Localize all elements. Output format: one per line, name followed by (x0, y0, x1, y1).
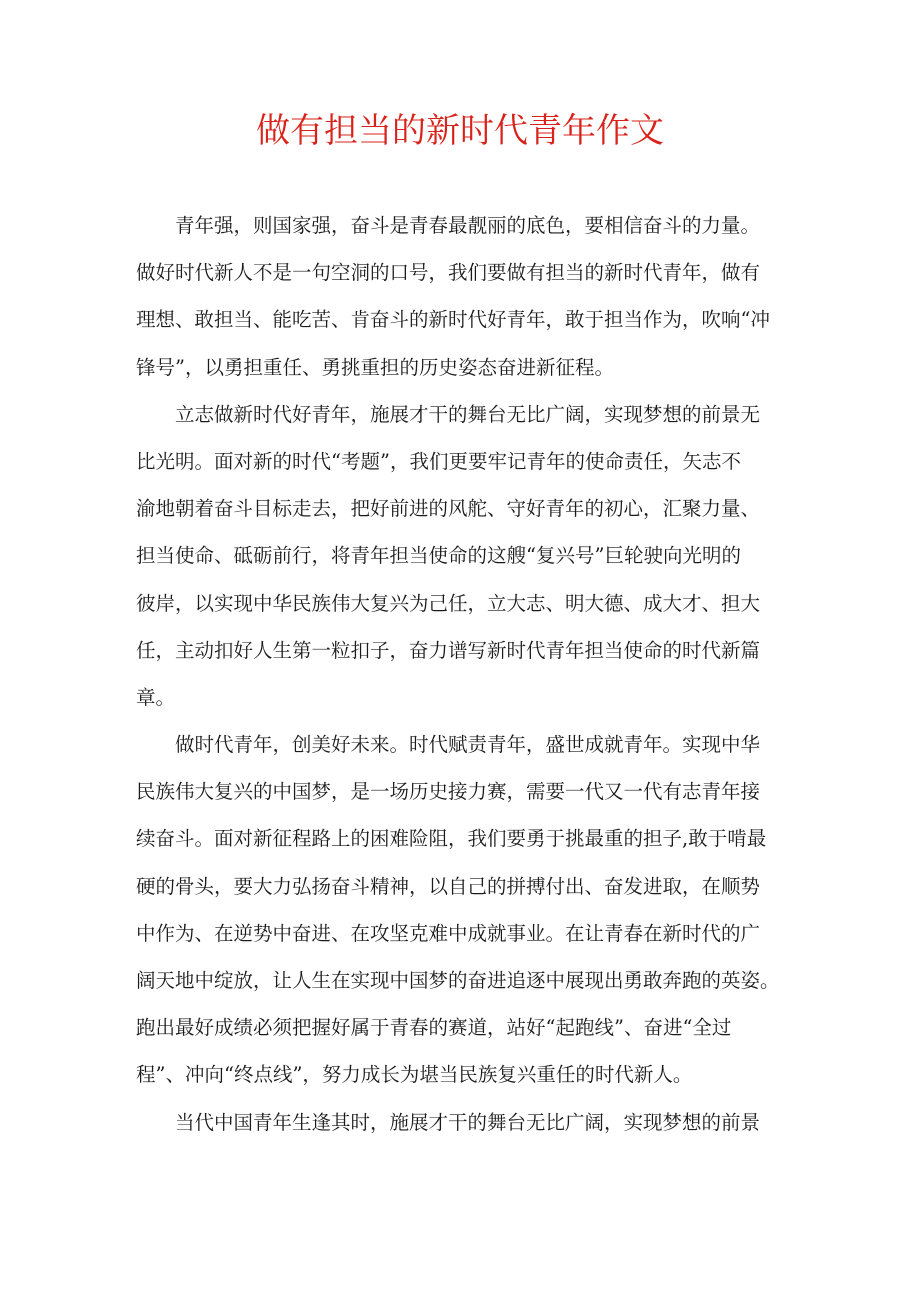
paragraph-line: 比光明。面对新的时代“考题”，我们更要牢记青年的使命责任，矢志不 (136, 449, 741, 473)
paragraph-line: 渝地朝着奋斗目标走去，把好前进的风舵、守好青年的初心，汇聚力量、 (136, 497, 761, 521)
paragraph-line: 担当使命、砥砺前行，将青年担当使命的这艘“复兴号”巨轮驶向光明的 (136, 544, 741, 568)
paragraph-line: 章。 (136, 685, 176, 709)
paragraph-line: 青年强，则国家强，奋斗是青春最靓丽的底色，要相信奋斗的力量。 (175, 214, 761, 237)
paragraph-line: 理想、敢担当、能吃苦、肯奋斗的新时代好青年，敢于担当作为，吹响“冲 (136, 308, 770, 332)
paragraph-4 (136, 1099, 792, 1146)
paragraph-line: 做好时代新人不是一句空洞的口号，我们要做有担当的新时代青年，做有 (136, 261, 761, 285)
paragraph-line: 跑出最好成绩必须把握好属于青春的赛道，站好“起跑线”、奋进“全过 (136, 1016, 732, 1040)
paragraph-line: 当代中国青年生逢其时，施展才干的舞台无比广阔，实现梦想的前景 (175, 1110, 761, 1134)
paragraph-line: 彼岸，以实现中华民族伟大复兴为己任，立大志、明大德、成大才、担大 (136, 591, 761, 615)
paragraph-line: 锋号”，以勇担重任、勇挑重担的历史姿态奋进新征程。 (136, 355, 614, 379)
paragraph-line: 阔天地中绽放，让人生在实现中国梦的奋进追逐中展现出勇敢奔跑的英姿。 (136, 969, 780, 992)
paragraph-line: 续奋斗。面对新征程路上的困难险阻，我们要勇于挑最重的担子,敢于啃最 (136, 827, 767, 851)
paragraph-line: 硬的骨头，要大力弘扬奋斗精神，以自己的拼搏付出、奋发进取，在顺势 (136, 874, 761, 898)
paragraph-line: 立志做新时代好青年，施展才干的舞台无比广阔，实现梦想的前景无 (175, 402, 761, 426)
paragraph-2 (136, 391, 792, 721)
document-title: 做有担当的新时代青年作文 (256, 111, 664, 151)
document-body (136, 202, 792, 1146)
paragraph-1 (136, 202, 792, 391)
paragraph-3 (136, 721, 792, 1099)
paragraph-line: 中作为、在逆势中奋进、在攻坚克难中成就事业。在让青春在新时代的广 (136, 921, 761, 945)
paragraph-line: 程”、冲向“终点线”，努力成长为堪当民族复兴重任的时代新人。 (136, 1063, 693, 1087)
paragraph-line: 任，主动扣好人生第一粒扣子，奋力谱写新时代青年担当使命的时代新篇 (136, 638, 761, 662)
paragraph-line: 民族伟大复兴的中国梦，是一场历史接力赛，需要一代又一代有志青年接 (136, 780, 761, 804)
paragraph-line: 做时代青年，创美好未来。时代赋责青年，盛世成就青年。实现中华 (175, 733, 761, 757)
